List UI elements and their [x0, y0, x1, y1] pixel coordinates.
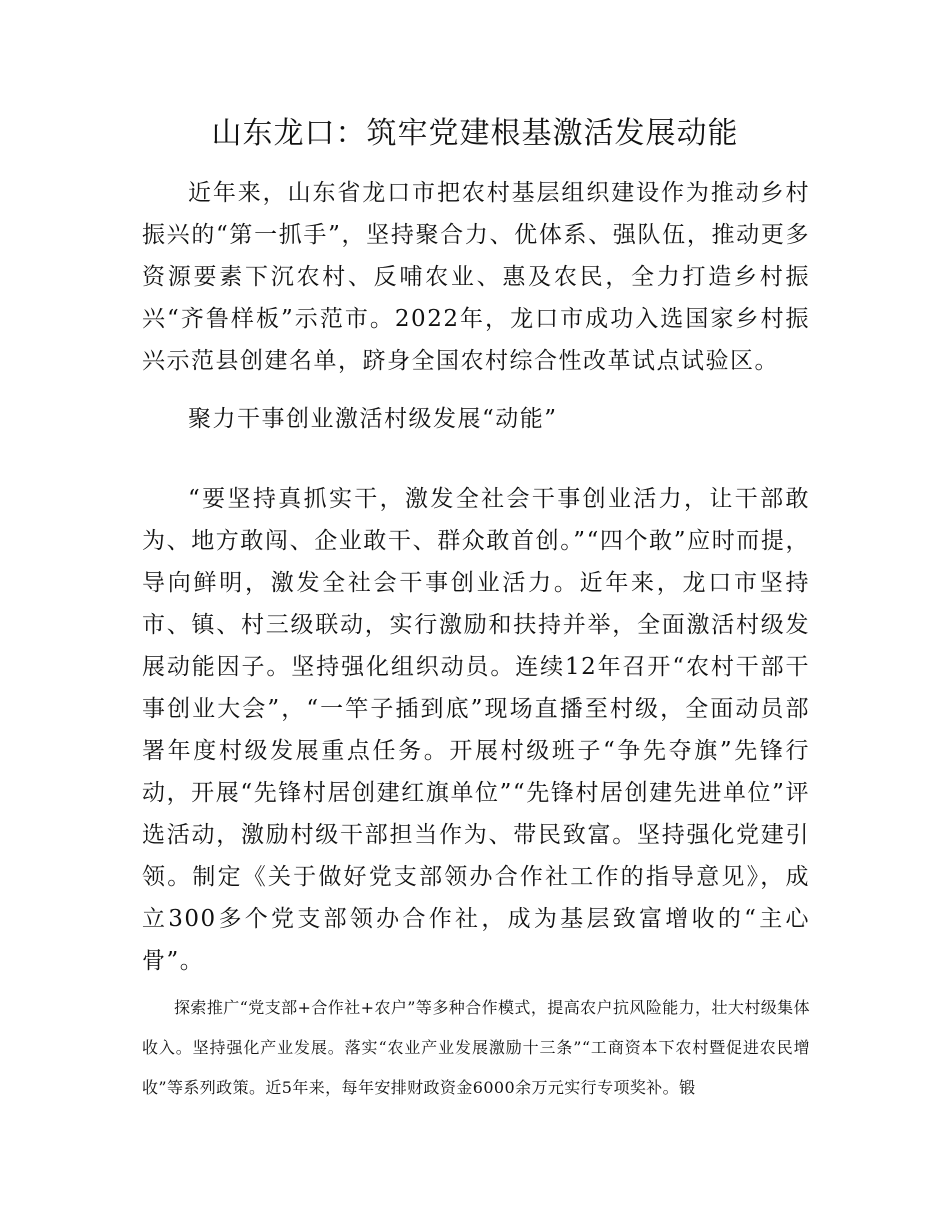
body-paragraph: “要坚持真抓实干，激发全社会干事创业活力，让干部敢为、地方敢闯、企业敢干、群众敢首创。”“四个敢”应时而提，导向鲜明，激发全社会干事创业活力。近年来，龙口市坚持市、镇、村三级联动，实行激励和扶持并举，全面激活村级发展动能因子。坚持强化组织动员。连续12年召开“农村干部干事创业大会”，“一竿子插到底”现场直播至村级，全面动员部署年度村级发展重点任务。开展村级班子“争先夺旗”先锋行动，开展“先锋村居创建红旗单位”“先锋村居创建先进单位”评选活动，激励村级干部担当作为、带民致富。坚持强化党建引领。制定《关于做好党支部领办合作社工作的指导意见》，成立300多个党支部领办合作社，成为基层致富增收的“主心骨”。 — [142, 486, 810, 974]
article-title: 山东龙口：筑牢党建根基激活发展动能 — [211, 116, 739, 151]
continued-paragraph: 探索推广“党支部+合作社+农户”等多种合作模式，提高农户抗风险能力，壮大村级集体收入。坚持强化产业发展。落实“农业产业发展激励十三条”“工商资本下农村暨促进农民增收”等系列政策。近5年来，每年安排财政资金6000余万元实行专项奖补。锻 — [142, 998, 810, 1097]
section-heading: 聚力干事创业激活村级发展“动能” — [188, 406, 558, 432]
intro-paragraph: 近年来，山东省龙口市把农村基层组织建设作为推动乡村振兴的“第一抓手”，坚持聚合力、优体系、强队伍，推动更多资源要素下沉农村、反哺农业、惠及农民，全力打造乡村振兴“齐鲁样板”示范市。2022年，龙口市成功入选国家乡村振兴示范县创建名单，跻身全国农村综合性改革试点试验区。 — [142, 180, 810, 374]
